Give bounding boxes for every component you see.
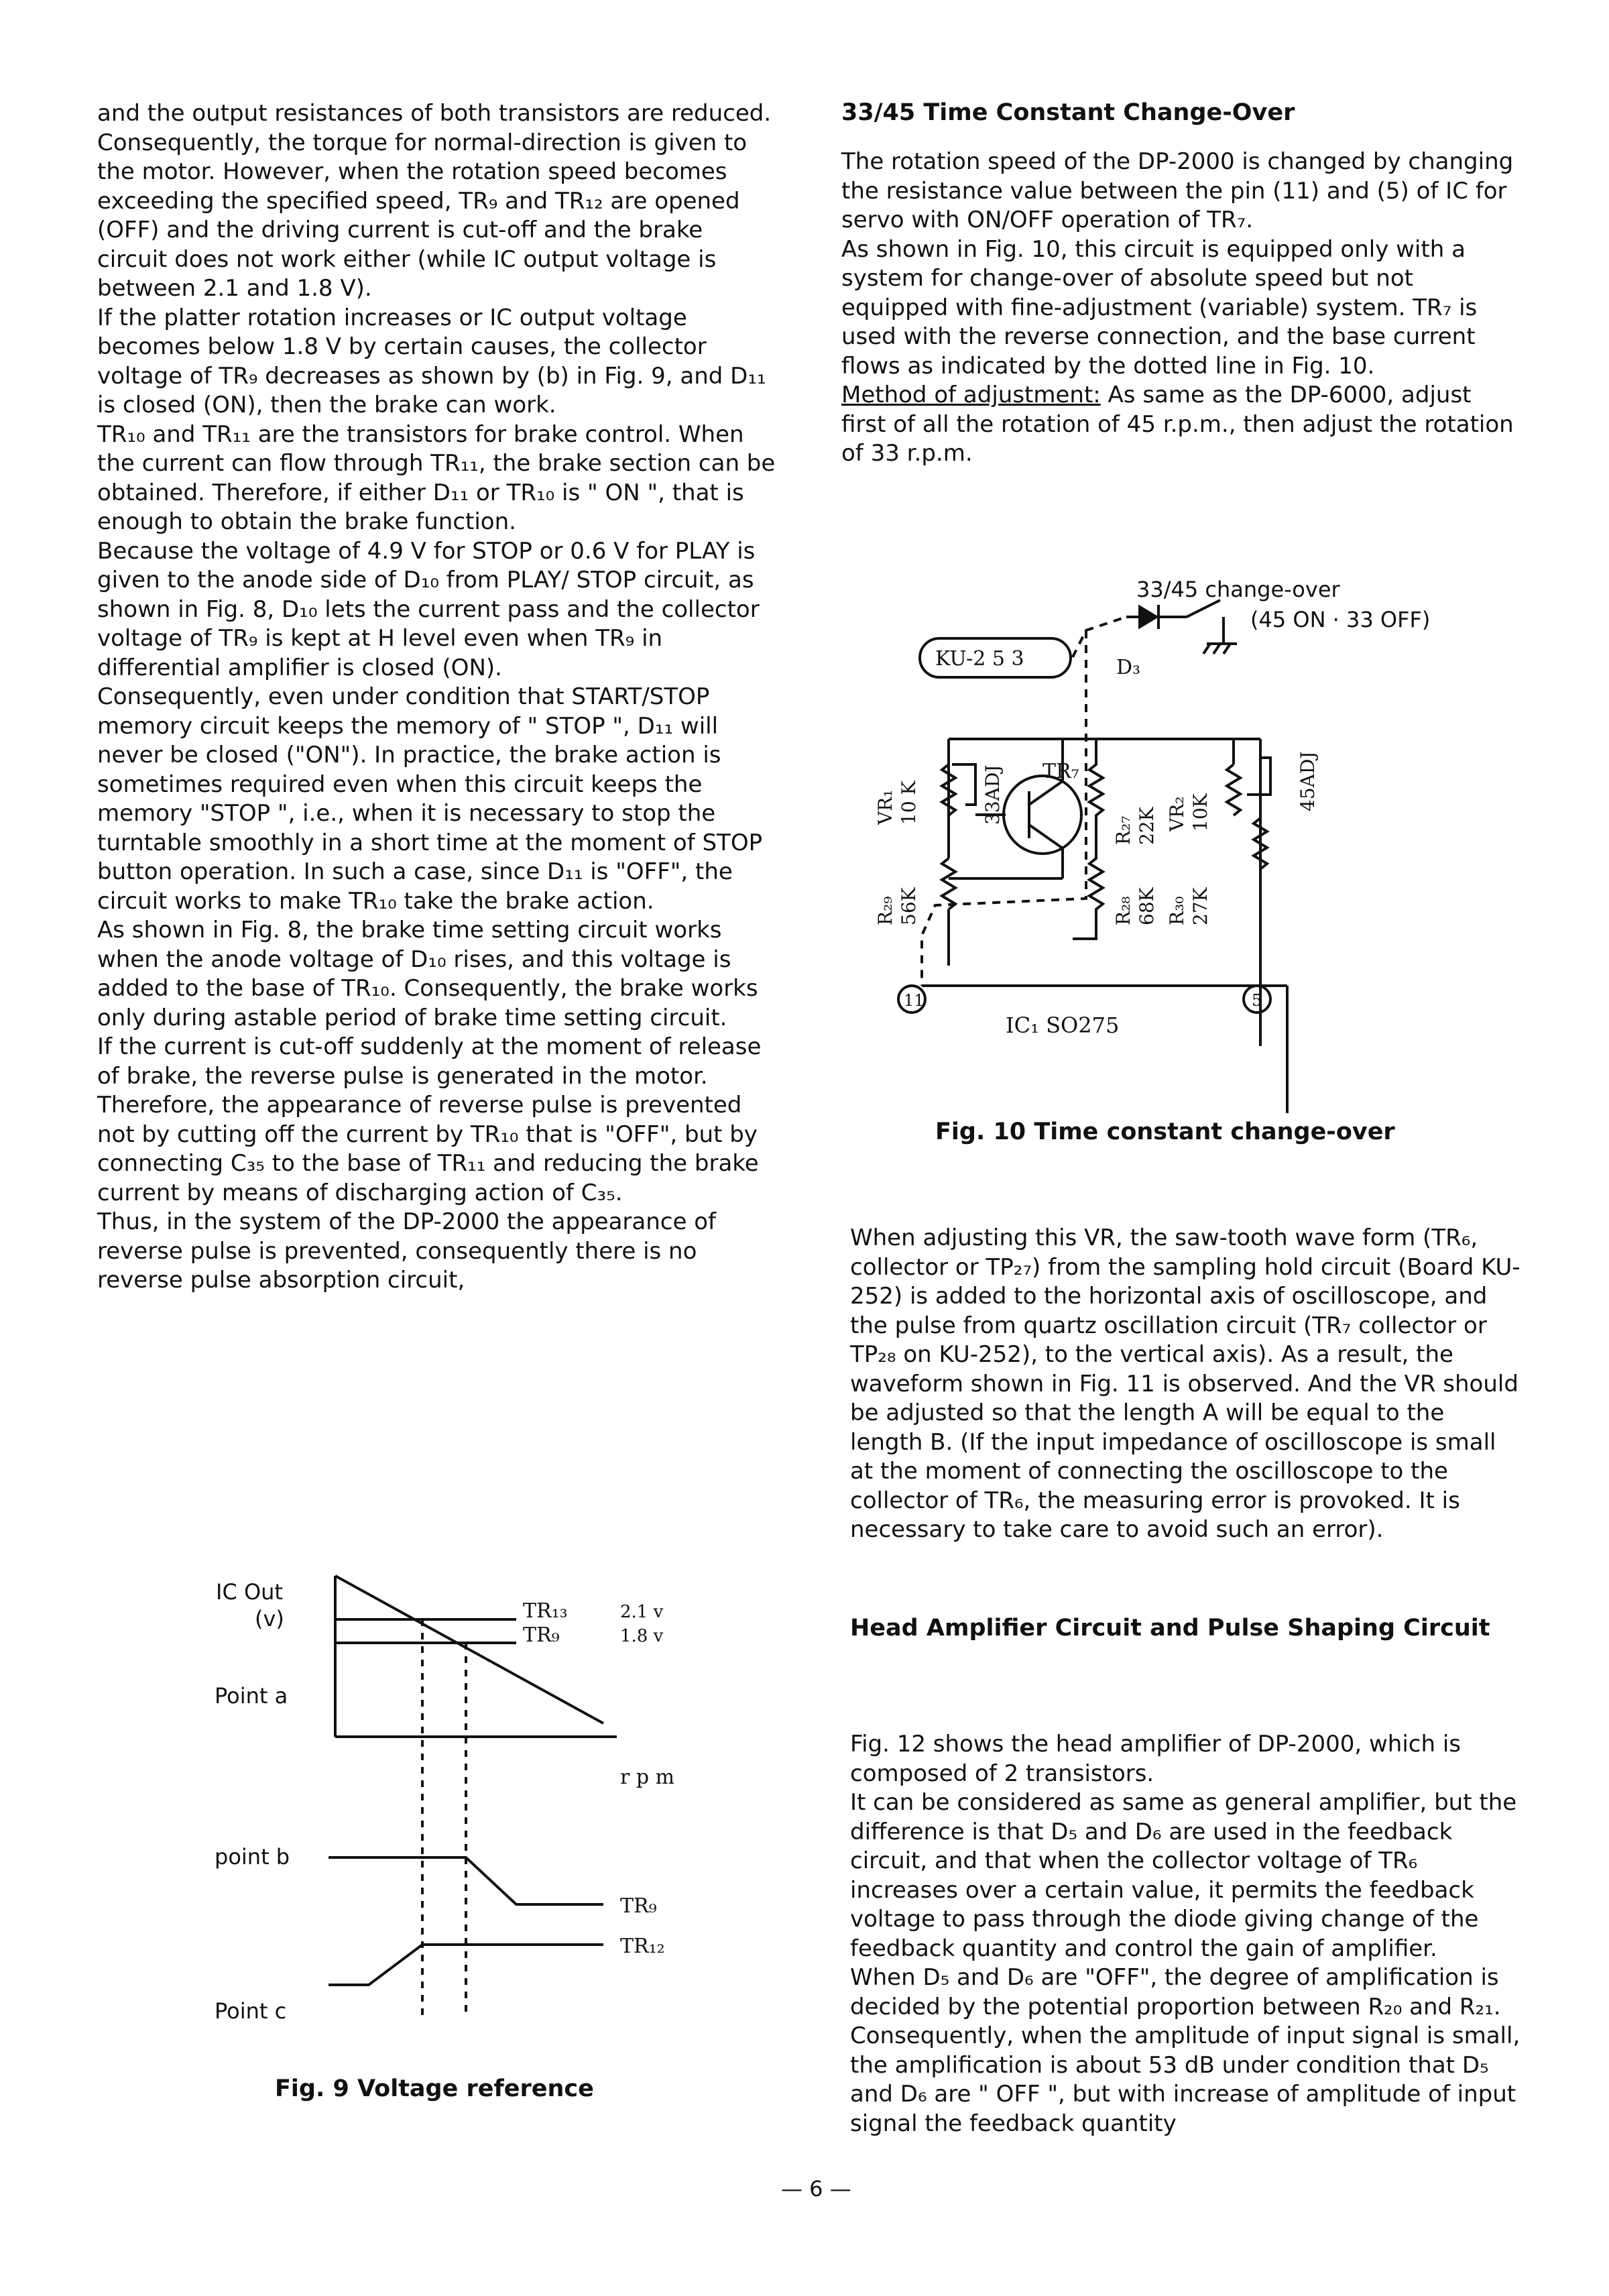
- fig10-caption: Fig. 10 Time constant change-over: [935, 1118, 1395, 1145]
- paragraph: If the current is cut-off suddenly at the moment of release of brake, the reverse pulse is generated in the motor. Therefore, the appearance of reverse pulse is prevented not by cutting off the current by TR₁₀ that is "OFF", but by connecting C₃₅ to the base of TR₁₁ and reducing the brake current by means of discharging action of C₃₅.: [97, 1033, 762, 1206]
- ic-out-label: IC Out: [216, 1579, 283, 1605]
- paragraph: It can be considered as same as general amplifier, but the difference is that D₅ and D₆ are used in the feedback circuit, and that when the collector voltage of TR₆ increases over a certain value, it permits the feedback voltage to pass through the diode giving change of the feedback quantity and control the gain of amplifier.: [850, 1789, 1517, 1962]
- board-label: KU-2 5 3: [935, 647, 1024, 671]
- d3-label: D₃: [1116, 656, 1141, 679]
- vr1-value: 10 K: [898, 781, 920, 825]
- fig9-caption: Fig. 9 Voltage reference: [275, 2075, 594, 2102]
- switch-state-label: (45 ON · 33 OFF): [1250, 607, 1431, 632]
- adj45-label: 45ADJ: [1297, 751, 1319, 811]
- time-constant-text: [841, 148, 1515, 469]
- v18-label: 1.8 v: [620, 1626, 664, 1646]
- r29-value: 56K: [898, 887, 920, 925]
- paragraph: As shown in Fig. 8, the brake time setting circuit works when the anode voltage of D₁₀ rises, and this voltage is added to the base of TR₁₀. Consequently, the brake works only during astable period of brake time setting circuit.: [97, 917, 758, 1031]
- point-c-label: Point c: [215, 1998, 287, 2024]
- pin-5-label: 5: [1252, 991, 1262, 1010]
- paragraph: If the platter rotation increases or IC output voltage becomes below 1.8 V by certain causes, the collector voltage of TR₉ decreases as shown by (b) in Fig. 9, and D₁₁ is closed (ON), then the brake can work.: [97, 304, 766, 418]
- r27-label: R₂₇: [1112, 815, 1134, 845]
- adjust-text: [850, 1224, 1521, 1545]
- vr2-label: VR₂: [1166, 796, 1188, 831]
- tr9-b-label: TR₉: [620, 1894, 657, 1918]
- tr9-top-label: TR₉: [523, 1623, 560, 1647]
- paragraph: When adjusting this VR, the saw-tooth wave form (TR₆, collector or TP₂₇) from the sampling hold circuit (Board KU-252) is added to the horizontal axis of oscilloscope, and the pulse from quartz oscillation circuit (TR₇ collector or TP₂₈ on KU-252), to the vertical axis). As a result, the waveform shown in Fig. 11 is observed. And the VR should be adjusted so that the length A will be equal to the length B. (If the input impedance of oscilloscope is small at the moment of connecting the oscilloscope to the collector of TR₆, the measuring error is provoked. It is necessary to take care to avoid such an error).: [850, 1224, 1521, 1543]
- ic-label: IC₁ SO275: [1006, 1013, 1120, 1038]
- pin-11-label: 11: [904, 991, 925, 1010]
- paragraph: As shown in Fig. 10, this circuit is equipped only with a system for change-over of absolute speed but not equipped with fine-adjustment (variable) system. TR₇ is used with the reverse connection, and the base current flows as indicated by the dotted line in Fig. 10.: [841, 235, 1478, 380]
- vr2-value: 10K: [1189, 793, 1211, 831]
- r29-resistor: [942, 858, 955, 909]
- ic-out-line: [335, 1576, 603, 1723]
- point-b-label: point b: [215, 1844, 290, 1870]
- tr13-label: TR₁₃: [523, 1599, 568, 1623]
- fig9-voltage-diagram: [201, 1556, 737, 2039]
- method-paragraph: [841, 381, 1515, 469]
- tr7-label: TR₇: [1042, 760, 1079, 783]
- r30-value: 27K: [1189, 887, 1211, 925]
- left-column: [97, 99, 778, 1296]
- paragraph: Thus, in the system of the DP-2000 the appearance of reverse pulse is prevented, consequently there is no reverse pulse absorption circuit,: [97, 1208, 716, 1294]
- changeover-label: 33/45 change-over: [1136, 577, 1340, 602]
- vr1-label: VR₁: [874, 789, 896, 825]
- r28-label: R₂₈: [1112, 896, 1134, 925]
- paragraph: and the output resistances of both transistors are reduced.: [97, 100, 772, 127]
- unit-label: (v): [255, 1606, 284, 1631]
- paragraph: Fig. 12 shows the head amplifier of DP-2000, which is composed of 2 transistors.: [850, 1731, 1461, 1787]
- r29-label: R₂₉: [874, 896, 896, 925]
- tr7-transistor: [1004, 776, 1081, 854]
- method-text: As same as the DP-6000, adjust first of all the rotation of 45 r.p.m., then adjust the rotation of 33 r.p.m.: [841, 382, 1514, 467]
- diode-d3-symbol: [1140, 607, 1156, 627]
- paragraph: Consequently, even under condition that START/STOP memory circuit keeps the memory of " STOP ", D₁₁ will never be closed ("ON"). In practice, the brake action is sometimes required even when this circuit keeps the memory "STOP ", i.e., when it is necessary to stop the turntable smoothly in a short time at the moment of STOP button operation. In such a case, since D₁₁ is "OFF", the circuit works to make TR₁₀ take the brake action.: [97, 683, 763, 915]
- vr2-resistor: [1227, 764, 1240, 815]
- r30-label: R₃₀: [1166, 896, 1188, 925]
- rpm-label: r p m: [620, 1766, 675, 1789]
- paragraph: Consequently, when the amplitude of input signal is small, the amplification is about 53 dB under condition that D₅ and D₆ are " OFF ", but with increase of amplitude of input signal the feedback quantity: [850, 2022, 1521, 2137]
- adj33-label: 33ADJ: [981, 764, 1004, 825]
- section-heading-time-constant: 33/45 Time Constant Change-Over: [841, 99, 1295, 126]
- tr12-label: TR₁₂: [620, 1935, 665, 1958]
- paragraph: TR₁₀ and TR₁₁ are the transistors for brake control. When the current can flow through TR₁₁, the brake section can be obtained. Therefore, if either D₁₁ or TR₁₀ is " ON ", that is enough to obtain the brake function.: [97, 420, 776, 535]
- page-number: — 6 —: [781, 2176, 851, 2201]
- paragraph: The rotation speed of the DP-2000 is changed by changing the resistance value between the pin (11) and (5) of IC for servo with ON/OFF operation of TR₇.: [841, 148, 1514, 233]
- paragraph: Because the voltage of 4.9 V for STOP or 0.6 V for PLAY is given to the anode side of D₁₀ from PLAY/ STOP circuit, as shown in Fig. 8, D₁₀ lets the current pass and the collector voltage of TR₉ is kept at H level even when TR₉ in differential amplifier is closed (ON).: [97, 537, 760, 681]
- fig10-circuit-diagram: [872, 563, 1488, 1113]
- method-label: Method of adjustment:: [841, 382, 1101, 408]
- r28-value: 68K: [1136, 887, 1158, 925]
- point-b-waveform: [329, 1857, 603, 1904]
- point-a-label: Point a: [215, 1683, 288, 1709]
- switch-symbol: [1187, 600, 1220, 617]
- paragraph: Consequently, the torque for normal-direction is given to the motor. However, when the rotation speed becomes exceeding the specified speed, TR₉ and TR₁₂ are opened (OFF) and the driving current is cut-off and the brake circuit does not work either (while IC output voltage is between 2.1 and 1.8 V).: [97, 129, 748, 302]
- section-heading-head-amp: Head Amplifier Circuit and Pulse Shaping Circuit: [850, 1615, 1490, 1642]
- r27-value: 22K: [1136, 807, 1158, 845]
- head-amp-text: [850, 1730, 1521, 2138]
- v21-label: 2.1 v: [620, 1602, 664, 1622]
- base-current-path: [1073, 617, 1126, 657]
- paragraph: When D₅ and D₆ are "OFF", the degree of amplification is decided by the potential proportion between R₂₀ and R₂₁.: [850, 1964, 1501, 2020]
